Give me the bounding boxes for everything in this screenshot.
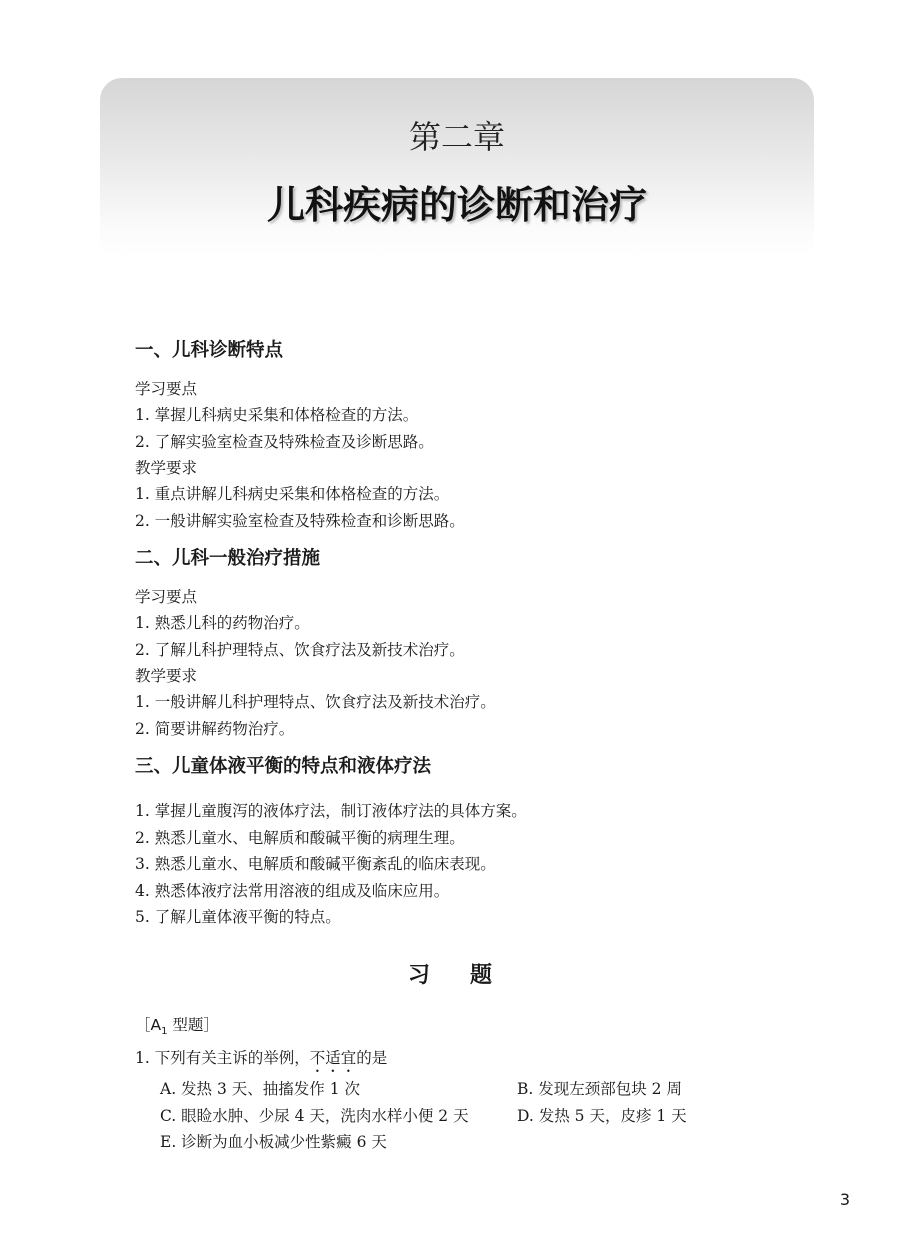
- list-item: 1. 一般讲解儿科护理特点、饮食疗法及新技术治疗。: [135, 693, 496, 711]
- chapter-header: [100, 78, 814, 256]
- learning-label: 学习要点: [135, 588, 198, 606]
- section-title: 二、儿科一般治疗措施: [135, 548, 321, 569]
- option-a: A. 发热 3 天、抽搐发作 1 次: [160, 1080, 360, 1099]
- answer-options: [160, 1076, 835, 1156]
- teaching-label: 教学要求: [135, 459, 198, 477]
- section-1-header: [135, 336, 815, 376]
- list-item: 4. 熟悉体液疗法常用溶液的组成及临床应用。: [135, 881, 450, 900]
- chapter-title: 儿科疾病的诊断和治疗: [266, 183, 647, 227]
- list-item: 1. 掌握儿童腹泻的液体疗法，制订液体疗法的具体方案。: [135, 802, 527, 820]
- option-c: C. 眼睑水肿、少尿 4 天，洗肉水样小便 2 天: [160, 1106, 469, 1125]
- option-d: D. 发热 5 天，皮疹 1 天: [517, 1106, 687, 1125]
- list-item: 2. 了解实验室检查及特殊检查及诊断思路。: [135, 432, 434, 451]
- list-item: 5. 了解儿童体液平衡的特点。: [135, 908, 341, 926]
- chapter-number: 第二章: [408, 118, 505, 156]
- list-item: 2. 一般讲解实验室检查及特殊检查和诊断思路。: [135, 511, 465, 530]
- page-number: 3: [839, 1190, 850, 1209]
- list-item: 2. 简要讲解药物治疗。: [135, 719, 295, 738]
- list-item: 1. 熟悉儿科的药物治疗。: [135, 614, 310, 632]
- question-stem: 1. 下列有关主诉的举例，不适宜的是: [135, 1049, 388, 1068]
- exercise-heading: 习题: [407, 963, 532, 988]
- teaching-label: 教学要求: [135, 667, 198, 685]
- list-item: 1. 重点讲解儿科病史采集和体格检查的方法。: [135, 485, 450, 503]
- section-3-header: [135, 752, 815, 798]
- section-title: 三、儿童体液平衡的特点和液体疗法: [135, 756, 432, 777]
- list-item: 2. 了解儿科护理特点、饮食疗法及新技术治疗。: [135, 640, 465, 659]
- option-e: E. 诊断为血小板减少性紫癜 6 天: [160, 1133, 387, 1152]
- syllabus-content: [135, 336, 815, 931]
- list-item: 1. 掌握儿科病史采集和体格检查的方法。: [135, 406, 419, 424]
- list-item: 2. 熟悉儿童水、电解质和酸碱平衡的病理生理。: [135, 828, 465, 847]
- question-type-label: $[A_1$ 型题］: [135, 1016, 219, 1038]
- learning-label: 学习要点: [135, 380, 198, 398]
- option-b: B. 发现左颈部包块 2 周: [517, 1080, 682, 1099]
- section-2-header: [135, 544, 815, 584]
- section-title: 一、儿科诊断特点: [135, 340, 284, 361]
- question-block: [135, 1012, 835, 1156]
- list-item: 3. 熟悉儿童水、电解质和酸碱平衡紊乱的临床表现。: [135, 855, 496, 873]
- emphasis-text: 不适宜: [309, 1049, 357, 1068]
